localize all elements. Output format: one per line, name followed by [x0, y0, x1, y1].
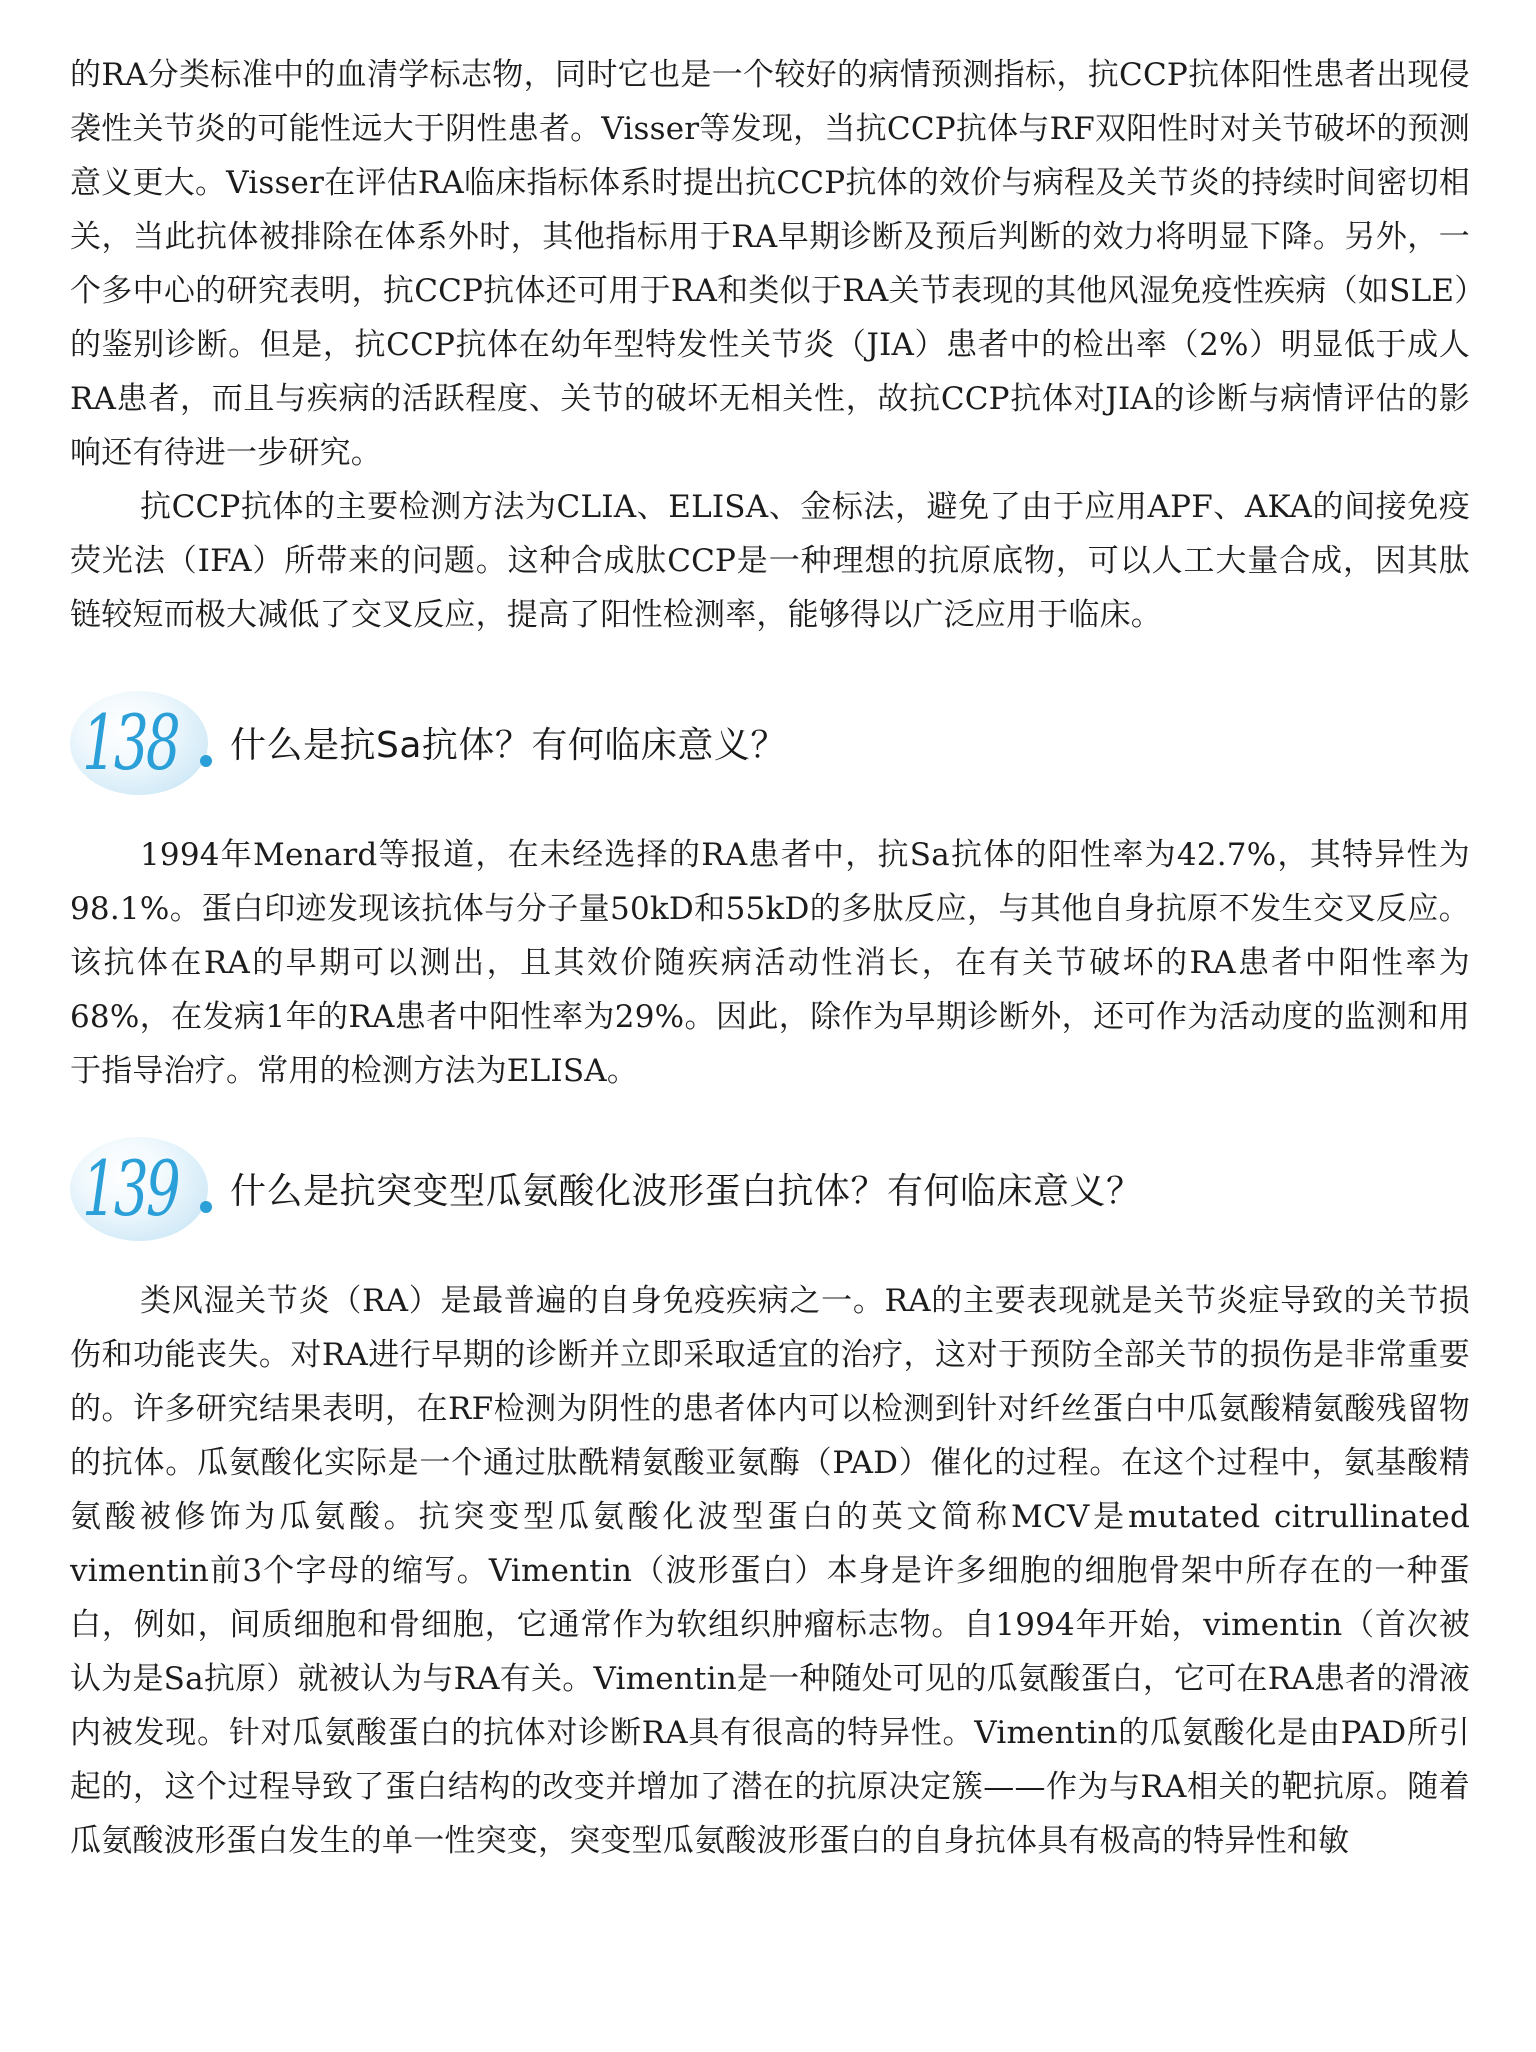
section-number: 139 [82, 1144, 178, 1233]
section-number: 138 [82, 698, 178, 787]
section-title: 什么是抗Sa抗体？有何临床意义？ [230, 724, 787, 766]
section-heading-138 [70, 678, 1470, 806]
badge-dot [200, 755, 212, 767]
body-paragraph-4: 类风湿关节炎（RA）是最普遍的自身免疫疾病之一。RA的主要表现就是关节炎症导致的关节损伤和功能丧失。对RA进行早期的诊断并立即采取适宜的治疗，这对于预防全部关节的损伤是非常重要的。许多研究结果表明，在RF检测为阴性的患者体内可以检测到针对纤丝蛋白中瓜氨酸精氨酸残留物的抗体。瓜氨酸化实际是一个通过肽酰精氨酸亚氨酶（PAD）催化的过程。在这个过程中，氨基酸精氨酸被修饰为瓜氨酸。抗突变型瓜氨酸化波型蛋白的英文简称MCV是mutated citrullinated vimentin前3个字母的缩写。Vimentin（波形蛋白）本身是许多细胞的细胞骨架中所存在的一种蛋白，例如，间质细胞和骨细胞，它通常作为软组织肿瘤标志物。自1994年开始，vimentin（首次被认为是Sa抗原）就被认为与RA有关。Vimentin是一种随处可见的瓜氨酸蛋白，它可在RA患者的滑液内被发现。针对瓜氨酸蛋白的抗体对诊断RA具有很高的特异性。Vimentin的瓜氨酸化是由PAD所引起的，这个过程导致了蛋白结构的改变并增加了潜在的抗原决定簇——作为与RA相关的靶抗原。随着瓜氨酸波形蛋白发生的单一性突变，突变型瓜氨酸波形蛋白的自身抗体具有极高的特异性和敏 [70, 1283, 1470, 1859]
section-title: 什么是抗突变型瓜氨酸化波形蛋白抗体？有何临床意义？ [230, 1170, 1143, 1212]
page-content [70, 48, 1470, 1868]
section-heading-139 [70, 1124, 1470, 1252]
body-paragraph-1: 的RA分类标准中的血清学标志物，同时它也是一个较好的病情预测指标，抗CCP抗体阳性患者出现侵袭性关节炎的可能性远大于阴性患者。Visser等发现，当抗CCP抗体与RF双阳性时对关节破坏的预测意义更大。Visser在评估RA临床指标体系时提出抗CCP抗体的效价与病程及关节炎的持续时间密切相关，当此抗体被排除在体系外时，其他指标用于RA早期诊断及预后判断的效力将明显下降。另外，一个多中心的研究表明，抗CCP抗体还可用于RA和类似于RA关节表现的其他风湿免疫性疾病（如SLE）的鉴别诊断。但是，抗CCP抗体在幼年型特发性关节炎（JIA）患者中的检出率（2%）明显低于成人RA患者，而且与疾病的活跃程度、关节的破坏无相关性，故抗CCP抗体对JIA的诊断与病情评估的影响还有待进一步研究。 [70, 57, 1470, 471]
section-number-badge [70, 683, 220, 801]
body-paragraph-2: 抗CCP抗体的主要检测方法为CLIA、ELISA、金标法，避免了由于应用APF、AKA的间接免疫荧光法（IFA）所带来的问题。这种合成肽CCP是一种理想的抗原底物，可以人工大量合成，因其肽链较短而极大减低了交叉反应，提高了阳性检测率，能够得以广泛应用于临床。 [70, 489, 1470, 633]
body-paragraph-3: 1994年Menard等报道，在未经选择的RA患者中，抗Sa抗体的阳性率为42.7%，其特异性为98.1%。蛋白印迹发现该抗体与分子量50kD和55kD的多肽反应，与其他自身抗原不发生交叉反应。该抗体在RA的早期可以测出，且其效价随疾病活动性消长，在有关节破坏的RA患者中阳性率为68%，在发病1年的RA患者中阳性率为29%。因此，除作为早期诊断外，还可作为活动度的监测和用于指导治疗。常用的检测方法为ELISA。 [70, 837, 1470, 1089]
section-number-badge [70, 1129, 220, 1247]
badge-dot [200, 1201, 212, 1213]
